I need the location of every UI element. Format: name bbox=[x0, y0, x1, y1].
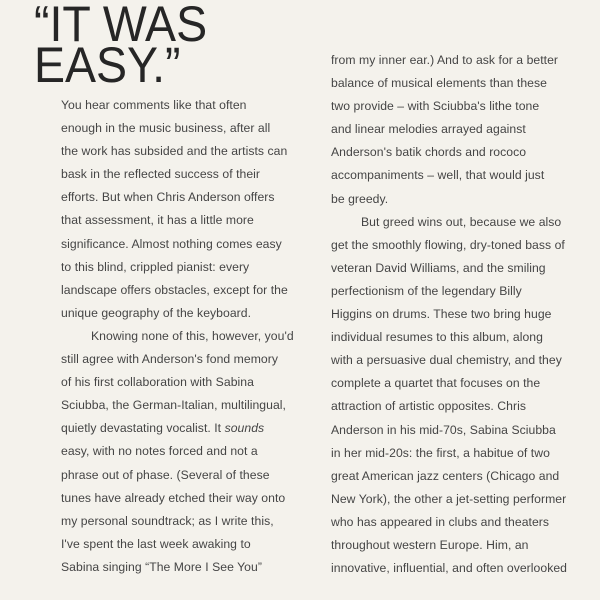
text-line bbox=[61, 209, 317, 232]
text-line bbox=[331, 534, 580, 557]
text-line-content: Sciubba, the German-Italian, multilingual, bbox=[61, 398, 286, 413]
text-line-content: tunes have already etched their way onto bbox=[61, 490, 286, 505]
text-line-content: complete a quartet that focuses on the bbox=[331, 376, 541, 391]
text-line bbox=[61, 348, 317, 371]
text-line-content: from my inner ear.) And to ask for a better bbox=[331, 53, 559, 67]
text-line-content: still agree with Anderson's fond memory bbox=[61, 352, 278, 367]
text-line bbox=[61, 256, 317, 279]
text-line bbox=[61, 279, 317, 302]
text-line bbox=[61, 94, 317, 117]
text-line bbox=[331, 303, 580, 326]
text-line-content: enough in the music business, after all bbox=[61, 121, 271, 136]
text-line bbox=[331, 326, 580, 349]
headline-line-1: “IT WAS bbox=[34, 0, 208, 52]
text-line-content: quietly devastating vocalist. It bbox=[61, 421, 225, 436]
text-line bbox=[331, 511, 580, 534]
text-line-content: that assessment, it has a little more bbox=[61, 213, 254, 228]
text-line-content: throughout western Europe. Him, an bbox=[331, 537, 529, 552]
text-line bbox=[61, 510, 317, 533]
text-line bbox=[331, 372, 580, 395]
text-line-content: landscape offers obstacles, except for the bbox=[61, 282, 288, 297]
text-line-content: Anderson in his mid-70s, Sabina Sciubba bbox=[331, 422, 556, 437]
text-line bbox=[331, 465, 580, 488]
text-line-content: Knowing none of this, however, you'd bbox=[91, 328, 294, 343]
text-line bbox=[61, 140, 317, 163]
text-line bbox=[331, 49, 580, 72]
text-line bbox=[61, 302, 317, 325]
text-line-content: easy, with no notes forced and not a bbox=[61, 444, 258, 459]
text-line bbox=[331, 118, 580, 141]
text-line-content: the work has subsided and the artists can bbox=[61, 144, 288, 159]
text-line-content: be greedy. bbox=[331, 191, 389, 206]
text-line bbox=[61, 487, 317, 510]
text-line-content: significance. Almost nothing comes easy bbox=[61, 236, 282, 251]
text-line-content: I've spent the last week awaking to bbox=[61, 536, 251, 551]
text-line bbox=[331, 419, 580, 442]
text-line-content: accompaniments – well, that would just bbox=[331, 168, 545, 183]
text-line bbox=[331, 257, 580, 280]
text-line-content: Higgins on drums. These two bring huge bbox=[331, 307, 552, 322]
text-line bbox=[331, 557, 580, 580]
text-line-content: bask in the reflected success of their bbox=[61, 167, 261, 182]
text-line bbox=[61, 533, 317, 556]
text-line-content: phrase out of phase. (Several of these bbox=[61, 467, 270, 482]
left-text-column bbox=[61, 94, 317, 579]
text-line-content: great American jazz centers (Chicago and bbox=[331, 468, 560, 483]
text-line bbox=[61, 394, 317, 417]
text-line bbox=[61, 163, 317, 186]
text-line-content: and linear melodies arrayed against bbox=[331, 122, 526, 137]
text-line-content: my personal soundtrack; as I write this, bbox=[61, 513, 274, 528]
text-line bbox=[331, 95, 580, 118]
text-line-content: with a persuasive dual chemistry, and they bbox=[331, 353, 562, 368]
text-line bbox=[331, 164, 580, 187]
text-line bbox=[331, 395, 580, 418]
text-line bbox=[61, 233, 317, 256]
text-line-content: balance of musical elements than these bbox=[331, 76, 547, 91]
emphasized-word: sounds bbox=[224, 421, 265, 436]
text-line bbox=[61, 117, 317, 140]
text-line bbox=[331, 141, 580, 164]
text-line-content: New York), the other a jet-setting performer bbox=[331, 491, 567, 506]
text-line bbox=[331, 211, 580, 234]
text-line-content: You hear comments like that often bbox=[61, 98, 247, 112]
text-line-content: to this blind, crippled pianist: every bbox=[61, 259, 250, 274]
text-line-content: veteran David Williams, and the smiling bbox=[331, 260, 546, 275]
text-line bbox=[61, 186, 317, 209]
text-line bbox=[331, 188, 580, 211]
text-line bbox=[61, 440, 317, 463]
text-line-content: two provide – with Sciubba's lithe tone bbox=[331, 99, 540, 114]
text-line-content: individual resumes to this album, along bbox=[331, 330, 543, 345]
text-line bbox=[331, 234, 580, 257]
text-line bbox=[61, 464, 317, 487]
text-line-content: But greed wins out, because we also bbox=[361, 214, 562, 229]
article-headline bbox=[34, 0, 208, 93]
text-line bbox=[331, 349, 580, 372]
text-line-content: unique geography of the keyboard. bbox=[61, 305, 252, 320]
headline-line-2: EASY.” bbox=[34, 37, 181, 93]
right-text-column bbox=[331, 49, 580, 580]
text-line-content: Anderson's batik chords and rococo bbox=[331, 145, 527, 160]
text-line-content: efforts. But when Chris Anderson offers bbox=[61, 190, 275, 205]
text-line bbox=[331, 72, 580, 95]
text-line bbox=[331, 488, 580, 511]
text-line-content: in her mid-20s: the first, a habitue of two bbox=[331, 445, 550, 460]
text-line-content: of his first collaboration with Sabina bbox=[61, 375, 254, 390]
text-line-content: perfectionism of the legendary Billy bbox=[331, 283, 522, 298]
text-line bbox=[331, 280, 580, 303]
text-line-content: who has appeared in clubs and theaters bbox=[331, 514, 550, 529]
text-line-content: get the smoothly flowing, dry-toned bass of bbox=[331, 237, 565, 252]
text-line bbox=[61, 417, 317, 440]
text-line-content: innovative, influential, and often overlooked bbox=[331, 561, 568, 576]
text-line bbox=[331, 442, 580, 465]
text-line bbox=[61, 325, 317, 348]
text-line-content: Sabina singing “The More I See You” bbox=[61, 559, 262, 574]
text-line bbox=[61, 556, 317, 579]
text-line bbox=[61, 371, 317, 394]
text-line-content: attraction of artistic opposites. Chris bbox=[331, 399, 526, 414]
